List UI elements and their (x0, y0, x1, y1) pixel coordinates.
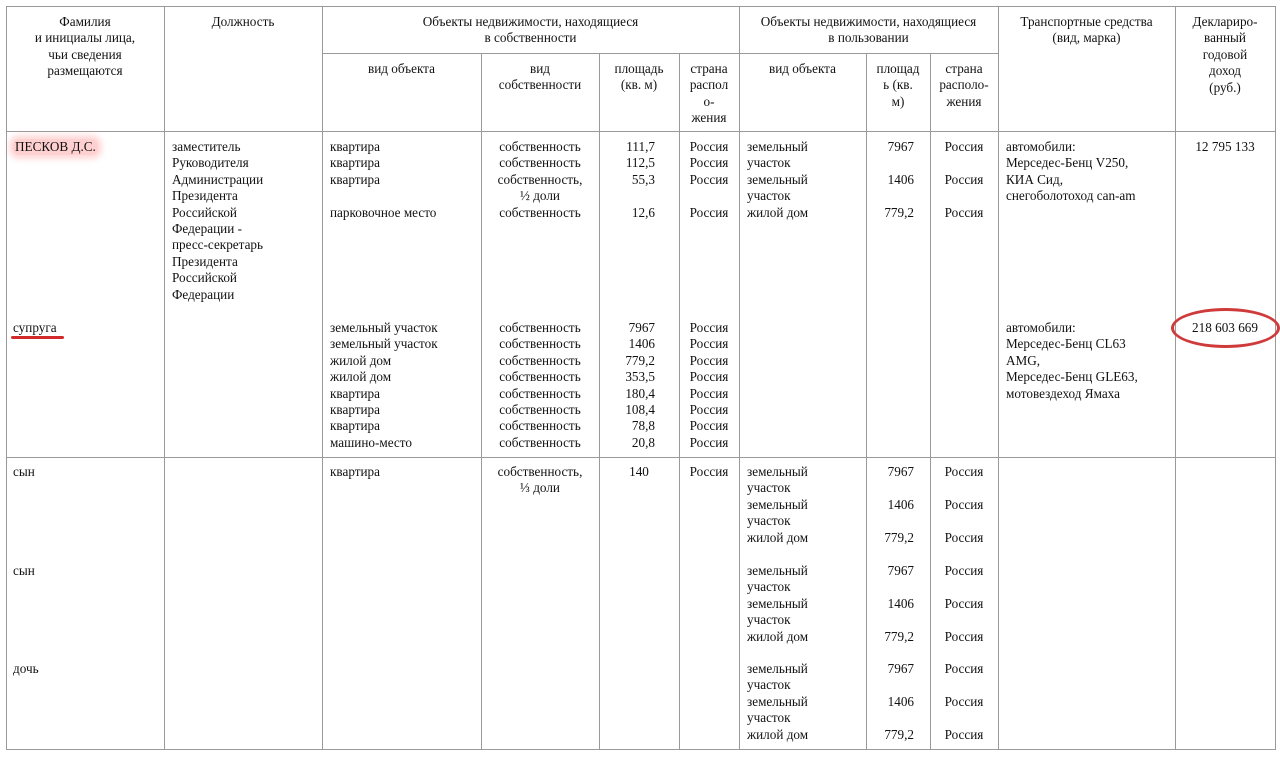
owned-object-types: квартира квартира квартира парковочное место (330, 139, 437, 220)
subheader-line-owned (322, 53, 739, 54)
subheader-used-type: вид объекта (769, 61, 836, 76)
transport-list: автомобили: Мерседес-Бенц V250, КИА Сид, снегоболотоход can-am (1006, 139, 1136, 204)
owned-areas: 111,7 112,5 55,3 12,6 (625, 139, 655, 220)
subheader-owned-ownership: вид собственности (498, 61, 582, 93)
owned-ownership-types: собственность собственность собственность, ½ доли собственность (497, 139, 583, 220)
used-areas: 7967 1406 779,2 (884, 563, 914, 644)
used-countries: Россия Россия Россия (944, 139, 984, 220)
used-areas: 7967 1406 779,2 (884, 139, 914, 220)
owned-object-types: квартира (330, 464, 381, 479)
col-line-6 (739, 6, 740, 750)
header-transport: Транспортные средства (вид, марка) (1020, 14, 1153, 46)
used-object-types: земельный участок земельный участок жилой дом (747, 563, 809, 644)
used-countries: Россия Россия Россия (944, 661, 984, 742)
header-bottom-line (6, 131, 1275, 132)
used-object-types: земельный участок земельный участок жилой дом (747, 139, 809, 220)
used-object-types: земельный участок земельный участок жилой дом (747, 464, 809, 545)
used-object-types: земельный участок земельный участок жилой дом (747, 661, 809, 742)
owned-countries: Россия (689, 464, 729, 479)
header-income: Деклариро- ванный годовой доход (руб.) (1192, 14, 1258, 95)
red-underline-mark (11, 336, 64, 339)
transport-list: автомобили: Мерседес-Бенц CL63 AMG, Мерседес-Бенц GLE63, мотовездеход Ямаха (1006, 320, 1138, 401)
owned-areas: 7967 1406 779,2 353,5 180,4 108,4 78,8 20,8 (625, 320, 655, 450)
used-countries: Россия Россия Россия (944, 464, 984, 545)
header-owned: Объекты недвижимости, находящиеся в собственности (422, 14, 639, 46)
owned-countries: Россия Россия Россия Россия (689, 139, 729, 220)
used-areas: 7967 1406 779,2 (884, 464, 914, 545)
header-name: Фамилия и инициалы лица, чьи сведения размещаются (34, 14, 136, 79)
subheader-owned-type: вид объекта (368, 61, 435, 76)
table-border-bottom (6, 749, 1275, 750)
table-border-top (6, 6, 1275, 7)
subheader-used-country: страна располо- жения (939, 61, 989, 109)
declared-income: 12 795 133 (1195, 139, 1255, 154)
son-label: сын (13, 464, 35, 479)
subheader-used-area: площад ь (кв. м) (876, 61, 920, 109)
owned-areas: 140 (629, 464, 649, 479)
daughter-label: дочь (13, 661, 39, 676)
col-line-2 (322, 6, 323, 750)
owned-ownership-types: собственность собственность собственность собственность собственность собственность собственность собственность (499, 320, 581, 450)
col-line-0 (6, 6, 7, 750)
used-countries: Россия Россия Россия (944, 563, 984, 644)
red-circle-mark (1171, 308, 1280, 348)
declarant-name-highlighted: ПЕСКОВ Д.С. (15, 139, 96, 154)
declarant-position: заместитель Руководителя Администрации Президента Российской Федерации - пресс-секретарь Президента Российской Федерации (172, 139, 264, 302)
owned-object-types: земельный участок земельный участок жилой дом жилой дом квартира квартира квартира машино-место (330, 320, 438, 450)
col-line-1 (164, 6, 165, 750)
col-line-9 (998, 6, 999, 750)
col-line-10 (1175, 6, 1176, 750)
group-divider-line (6, 457, 1275, 458)
col-line-11 (1275, 6, 1276, 750)
spouse-label: супруга (13, 320, 57, 335)
header-used: Объекты недвижимости, находящиеся в пользовании (760, 14, 977, 46)
used-areas: 7967 1406 779,2 (884, 661, 914, 742)
subheader-owned-area: площадь (кв. м) (614, 61, 664, 93)
owned-countries: Россия Россия Россия Россия Россия Россия Россия Россия (689, 320, 729, 450)
owned-ownership-types: собственность, ⅓ доли (497, 464, 583, 496)
header-position: Должность (211, 14, 275, 29)
declared-income-circled: 218 603 669 (1192, 320, 1258, 335)
son-label: сын (13, 563, 35, 578)
subheader-owned-country: страна распол о- жения (689, 61, 729, 126)
subheader-line-used (739, 53, 998, 54)
